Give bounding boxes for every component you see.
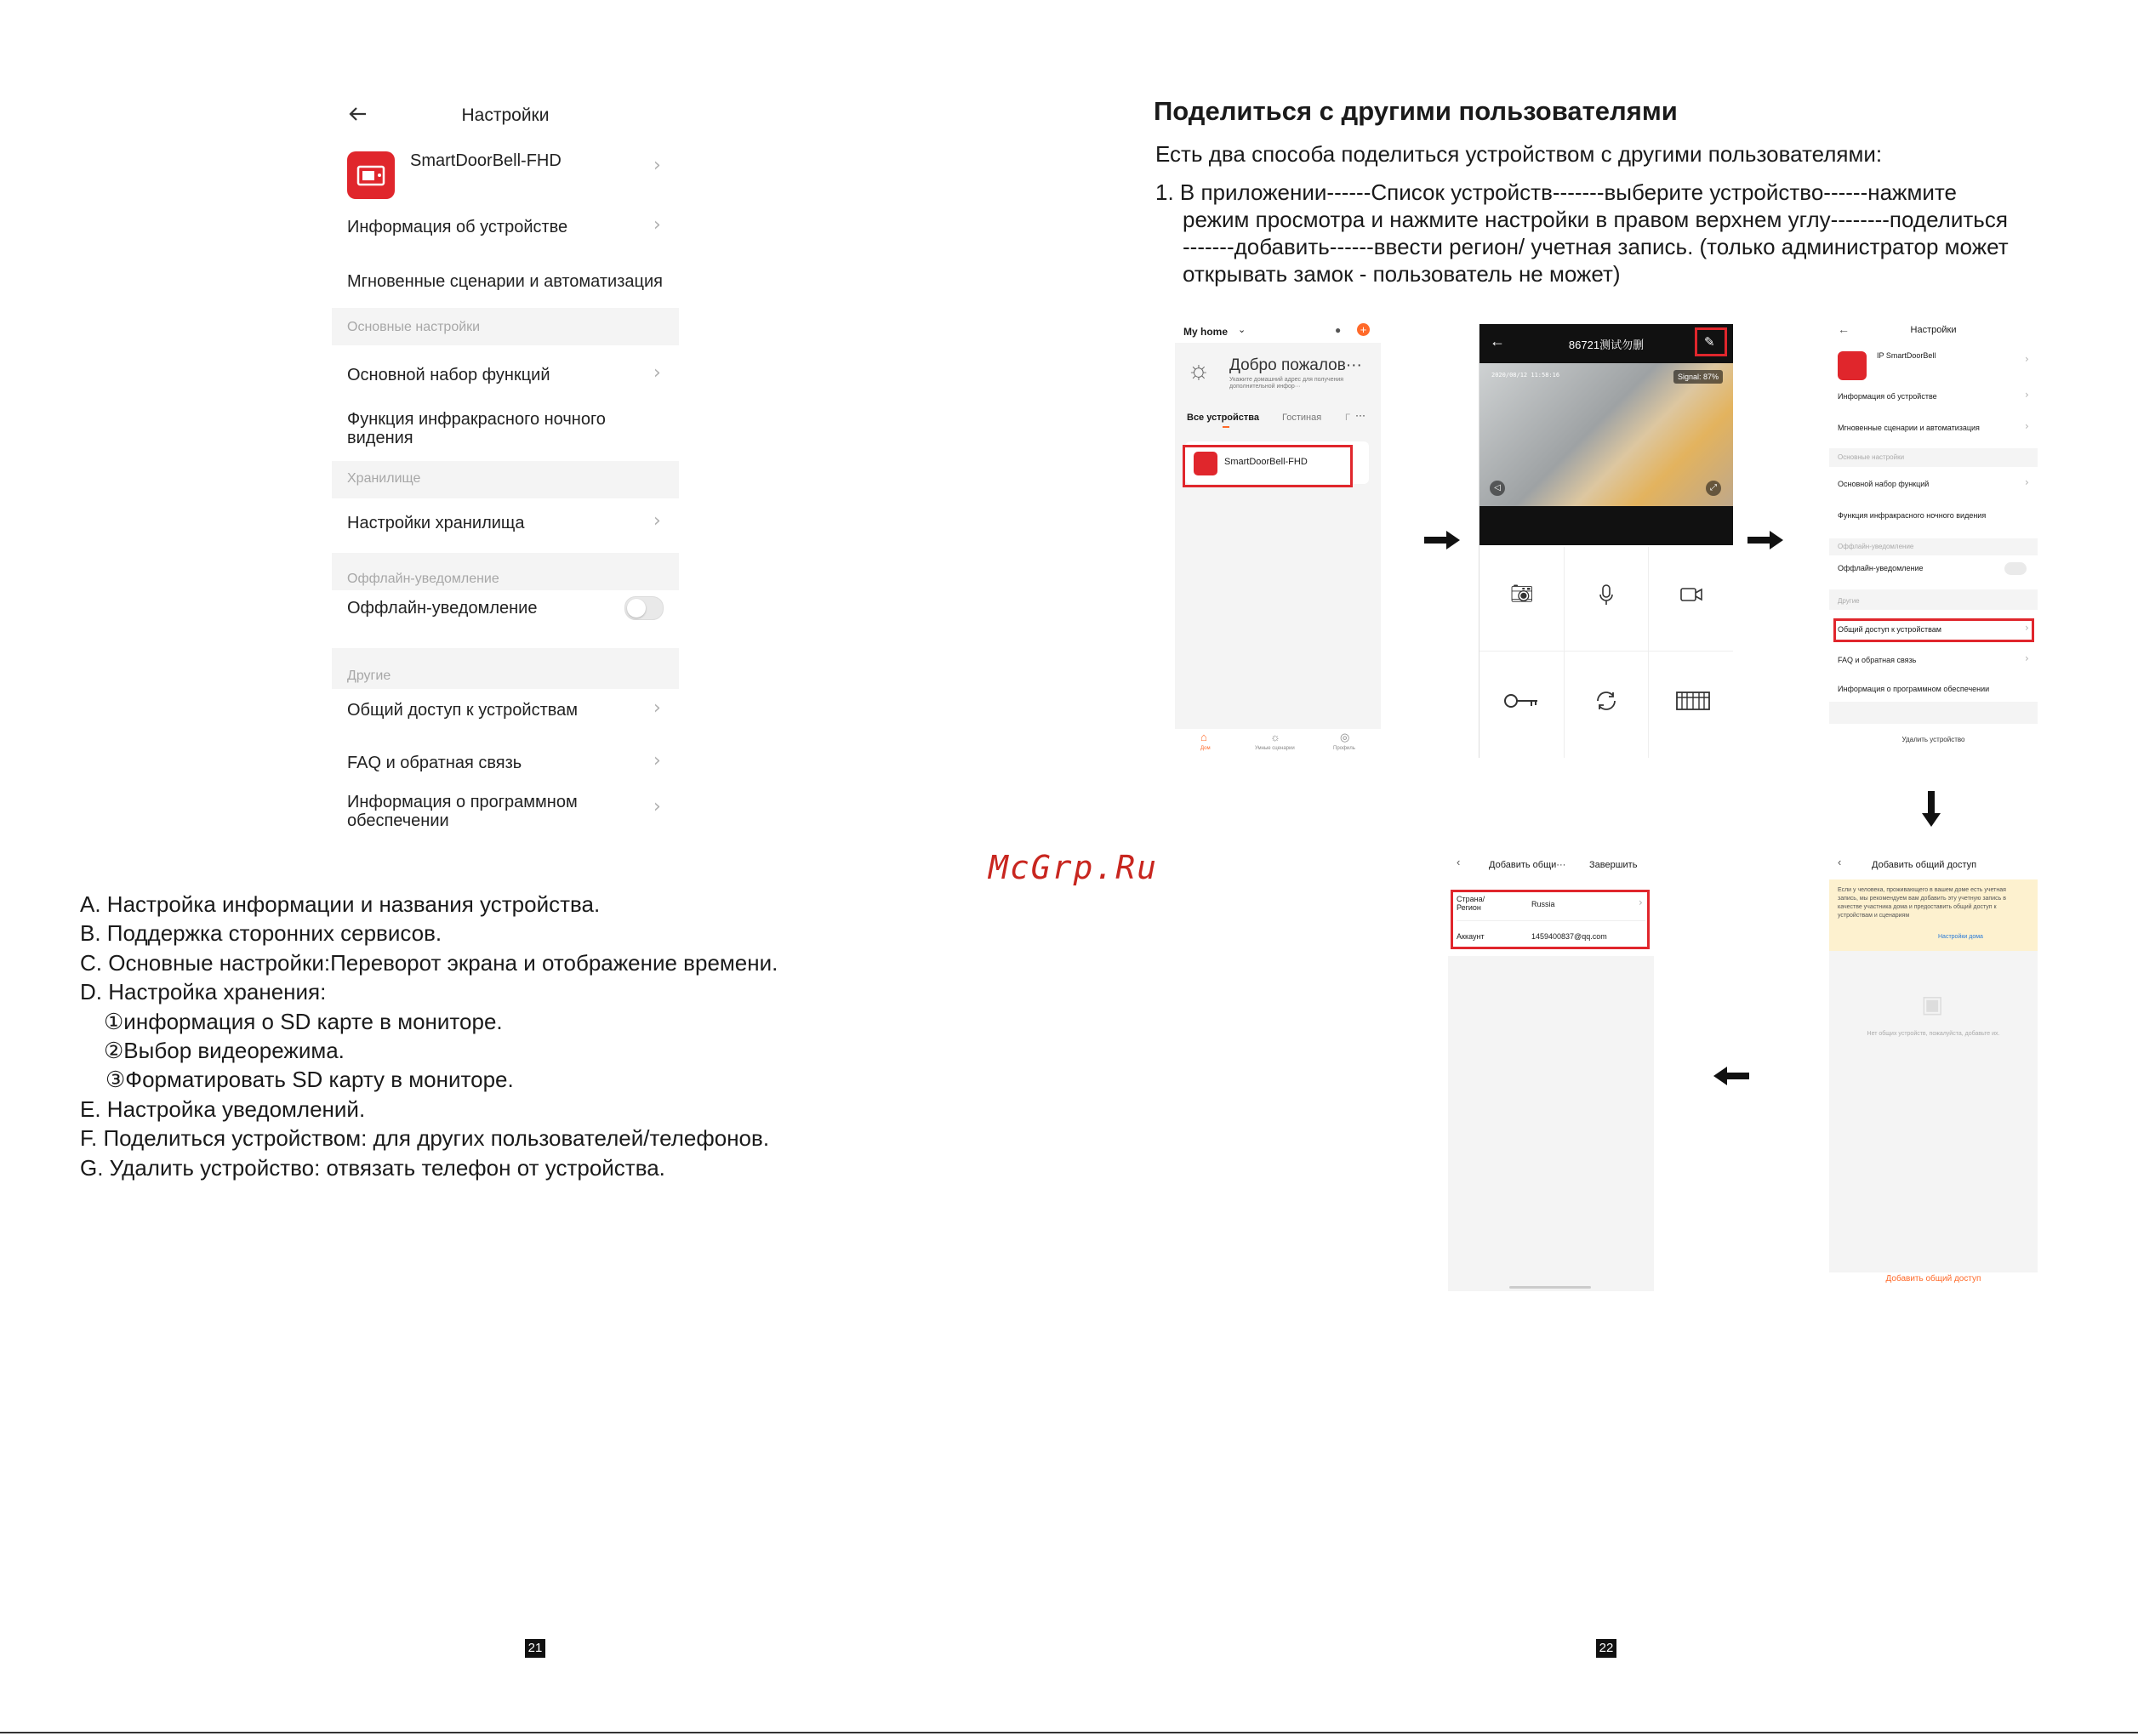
row-faq[interactable]: FAQ и обратная связь	[347, 754, 522, 772]
arrow-right-icon	[1424, 531, 1460, 549]
back-arrow-icon[interactable]: ‹	[1457, 856, 1461, 868]
region-value[interactable]: Russia	[1531, 900, 1555, 908]
tab-more[interactable]: Г	[1345, 413, 1350, 423]
delete-device-button[interactable]: Удалить устройство	[1901, 736, 1965, 743]
intro-text: Есть два способа поделиться устройством с другими пользователями:	[1155, 141, 1883, 167]
screenshot-home	[1175, 319, 1381, 759]
watermark: McGrp.Ru	[989, 849, 1159, 886]
list-item: G. Удалить устройство: отвязать телефон от устройства.	[80, 1154, 665, 1181]
highlight-box	[1183, 445, 1353, 487]
row-basic-functions[interactable]: Основной набор функций	[347, 366, 550, 384]
step-one: 1. В приложении------Список устройств-------выберите устройство------нажмите режим просмотра и нажмите настройки в правом верхнем углу--------поделиться -------добавить------ввести регион/ учетная запись. (только администратор может открывать замок - пользователь не может)	[1155, 179, 2009, 287]
camera-feed	[1479, 363, 1733, 506]
account-field[interactable]: 1459400837@qq.com	[1531, 932, 1607, 941]
list-item: ②Выбор видеорежима.	[104, 1038, 345, 1064]
arrow-down-icon	[1922, 791, 1941, 827]
back-arrow-icon[interactable]: ←	[1490, 333, 1505, 350]
add-icon[interactable]: +	[1357, 323, 1370, 336]
chevron-right-icon: ›	[1639, 896, 1643, 908]
controls-grid	[1479, 547, 1733, 758]
section-storage: Хранилище	[332, 461, 679, 498]
home-settings-link[interactable]: Настройки дома	[1938, 934, 1983, 940]
row-offline-notify: Оффлайн-уведомление	[347, 599, 538, 618]
home-icon[interactable]: ⌂	[1200, 731, 1207, 743]
video-timestamp: 2020/08/12 11:58:16	[1491, 372, 1560, 379]
region-label: Страна/ Регион	[1457, 895, 1485, 912]
page-heading: Поделиться с другими пользователями	[1154, 96, 1678, 126]
gate-icon[interactable]	[1675, 690, 1711, 712]
arrow-right-icon	[1747, 531, 1783, 549]
add-share-button[interactable]: Добавить общий доступ	[1885, 1274, 1981, 1284]
mic-icon[interactable]: ●	[1335, 324, 1342, 336]
empty-box-icon: ▣	[1921, 991, 1944, 1017]
row-share[interactable]: Общий доступ к устройствам	[347, 701, 579, 720]
chevron-right-icon: ›	[2025, 420, 2029, 432]
mute-icon[interactable]: ◁	[1490, 481, 1505, 496]
list-item: ①информация о SD карте в мониторе.	[104, 1008, 503, 1034]
back-arrow-icon[interactable]: ←	[1838, 322, 1850, 336]
done-button[interactable]: Завершить	[1589, 860, 1638, 870]
chevron-right-icon: ›	[653, 214, 661, 236]
chevron-right-icon: ›	[2025, 353, 2029, 365]
device-name[interactable]: IP SmartDoorBell	[1877, 351, 1936, 360]
chevron-right-icon: ›	[2025, 476, 2029, 488]
list-item: C. Основные настройки:Переворот экрана и отображение времени.	[80, 949, 778, 976]
device-icon	[347, 151, 395, 199]
form-title: Добавить общи···	[1489, 860, 1566, 870]
arrow-left-icon	[1713, 1067, 1749, 1085]
chevron-right-icon: ›	[653, 362, 661, 384]
screenshot-add-share	[1829, 851, 2038, 1291]
microphone-icon[interactable]	[1599, 584, 1614, 606]
feature-list	[80, 890, 778, 1182]
section-basic: Основные настройки	[332, 308, 679, 345]
live-title: 86721测试勿删	[1568, 339, 1645, 351]
chevron-right-icon: ›	[2025, 622, 2029, 634]
settings-title: Настройки	[461, 105, 550, 125]
list-item: A. Настройка информации и названия устройства.	[80, 891, 601, 917]
section-other: Другие	[332, 648, 679, 689]
home-title[interactable]: My home	[1183, 326, 1229, 338]
settings-title: Настройки	[1910, 325, 1957, 335]
back-arrow-icon[interactable]: ‹	[1838, 856, 1842, 868]
chevron-right-icon: ›	[653, 510, 661, 532]
screenshot-share-form	[1448, 851, 1654, 1291]
toggle-switch[interactable]	[624, 596, 664, 620]
settings-screenshot	[332, 94, 679, 842]
chevron-right-icon: ›	[653, 796, 661, 817]
empty-text: Нет общих устройств, пожалуйста, добавьте их.	[1867, 1031, 2000, 1037]
toggle-switch[interactable]	[2004, 562, 2027, 575]
camera-icon[interactable]: 📷︎	[1510, 583, 1534, 604]
chevron-right-icon: ›	[653, 697, 661, 719]
weather-sun-icon: ☼	[1187, 356, 1211, 384]
welcome-subtitle: Укажите домашний адрес для получения дополнительной инфор···	[1229, 377, 1344, 390]
bottom-nav: ⌂ Дом ☼ Умные сценарии ◎ Профиль	[1175, 729, 1381, 759]
highlight-box	[1451, 890, 1650, 949]
row-storage-settings[interactable]: Настройки хранилища	[347, 514, 525, 532]
row-software[interactable]: Информация о программном обеспечении	[347, 793, 578, 830]
chevron-right-icon: ›	[2025, 389, 2029, 401]
profile-icon[interactable]: ◎	[1340, 731, 1350, 743]
list-item: F. Поделиться устройством: для других пользователей/телефонов.	[80, 1125, 770, 1152]
page-number-left: 21	[525, 1639, 545, 1658]
list-item: ③Форматировать SD карту в мониторе.	[105, 1067, 514, 1093]
row-device-info[interactable]: Информация об устройстве	[347, 218, 568, 236]
video-icon[interactable]	[1680, 588, 1702, 601]
notice-box: Если у человека, проживающего в вашем доме есть учетная запись, мы рекомендуем вам добавить эту учетную запись в качестве участника дома и предоставить общий доступ к устройствам и сценариям	[1829, 879, 2038, 951]
scenes-icon[interactable]: ☼	[1270, 731, 1280, 743]
section-offline: Оффлайн-уведомление	[332, 553, 679, 590]
list-item: E. Настройка уведомлений.	[80, 1096, 366, 1122]
chevron-right-icon: ›	[2025, 652, 2029, 664]
list-item: D. Настройка хранения:	[80, 979, 327, 1005]
chevron-right-icon: ›	[653, 155, 661, 176]
share-title: Добавить общий доступ	[1872, 860, 1977, 870]
tab-living-room[interactable]: Гостиная	[1282, 413, 1322, 423]
device-icon	[1838, 351, 1867, 380]
rotate-icon[interactable]	[1594, 690, 1619, 712]
key-icon[interactable]	[1503, 693, 1539, 709]
list-item: B. Поддержка сторонних сервисов.	[80, 920, 442, 947]
signal-badge: Signal: 87%	[1673, 370, 1723, 384]
welcome-title: Добро пожалов···	[1229, 356, 1362, 374]
highlight-box	[1833, 618, 2034, 642]
highlight-box	[1695, 327, 1727, 356]
edit-pencil-icon[interactable]: ✎	[1704, 335, 1715, 350]
more-icon[interactable]: ···	[1355, 409, 1365, 421]
tab-all-devices[interactable]: Все устройства	[1187, 413, 1260, 423]
row-scenarios[interactable]: Мгновенные сценарии и автоматизация	[347, 272, 663, 291]
account-label: Аккаунт	[1457, 932, 1485, 941]
screenshot-settings: ← Настройки IP SmartDoorBell › Информация об устройстве › Мгновенные сценарии и автоматизация › Основные настройки Основной набор функций › Функция инфракрасного ночного видения Оффлайн-уведомление Оффлайн-уведомление Другие Общий доступ к устройствам › FAQ и обратная связь › Информация о программном обеспечении Удалить устройство	[1829, 319, 2038, 753]
device-name[interactable]: SmartDoorBell-FHD	[410, 151, 562, 170]
fullscreen-icon[interactable]: ⤢	[1706, 481, 1721, 496]
chevron-down-icon: ⌄	[1238, 325, 1246, 335]
row-share[interactable]: Общий доступ к устройствам	[1838, 625, 1941, 634]
screenshot-live-view	[1479, 324, 1733, 758]
page-number-right: 22	[1596, 1639, 1616, 1658]
chevron-right-icon: ›	[653, 750, 661, 771]
row-ir-night[interactable]: Функция инфракрасного ночного видения	[347, 410, 606, 447]
device-name: SmartDoorBell-FHD	[1224, 457, 1308, 467]
